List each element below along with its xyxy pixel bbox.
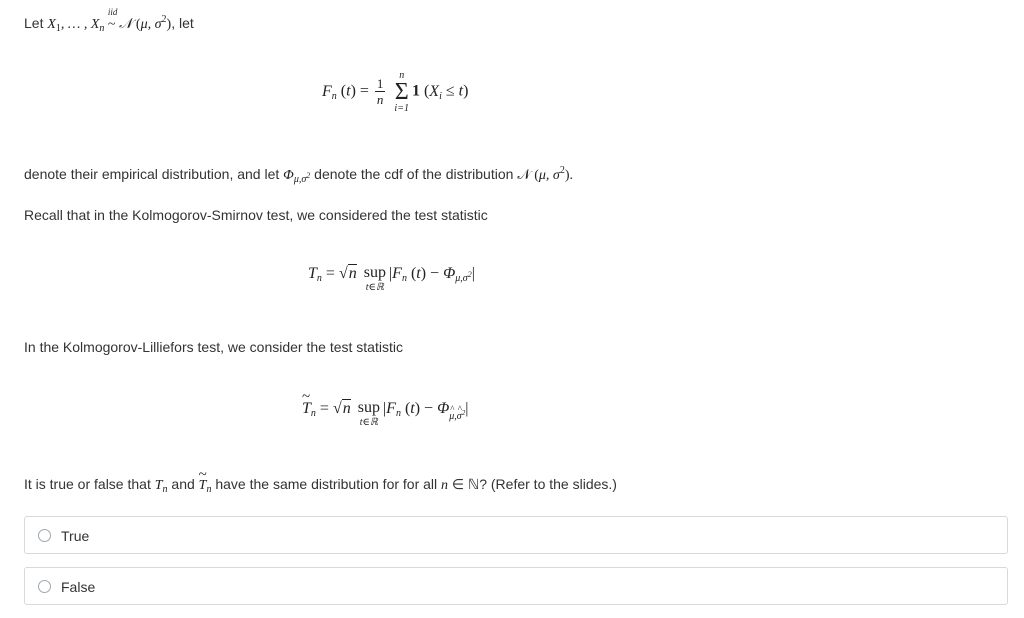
radio-button-true[interactable] xyxy=(38,529,51,542)
ks-statistic-equation: $T_n = √n$ sup t∈ℝ $|F_n$ $(t) - \Phi_{\mu,\sigma^2}|$ xyxy=(308,264,475,293)
intro-suffix: , let xyxy=(171,15,194,31)
ks-sentence: Recall that in the Kolmogorov-Smirnov test, we considered the test statistic xyxy=(24,207,488,223)
question-text: It is true or false that $T_n$ and ~ $T_n$ have the same distribution for for all n ∈ ℕ? (Refer to the slides.) xyxy=(24,476,617,495)
intro-line xyxy=(24,7,194,34)
option-true-label: True xyxy=(61,528,90,544)
intro-math: $X_1$, … , $X_n$ iid ~ 𝒩 (μ, $\sigma^2$) xyxy=(47,7,172,34)
kl-sentence: In the Kolmogorov-Lilliefors test, we consider the test statistic xyxy=(24,339,403,355)
intro-prefix: Let xyxy=(24,15,48,31)
empirical-sentence: denote their empirical distribution, and let $\Phi_{\mu,\sigma^2}$ denote the cdf of the distribution 𝒩 (μ, $\sigma^2$). xyxy=(24,165,574,185)
empirical-cdf-equation: $F_n$ (t) = $\frac{1}{n}$ n Σ i=1 1 $(X_i \le t)$ xyxy=(322,70,469,114)
option-false[interactable] xyxy=(24,567,1008,605)
option-true[interactable] xyxy=(24,516,1008,554)
kl-statistic-equation: ~ $T_n = √n$ sup t∈ℝ $|F_n$ (t) − Φ^ $_{\mu,\^{} \sigma^2}$| xyxy=(302,399,468,428)
option-false-label: False xyxy=(61,579,96,595)
radio-button-false[interactable] xyxy=(38,580,51,593)
